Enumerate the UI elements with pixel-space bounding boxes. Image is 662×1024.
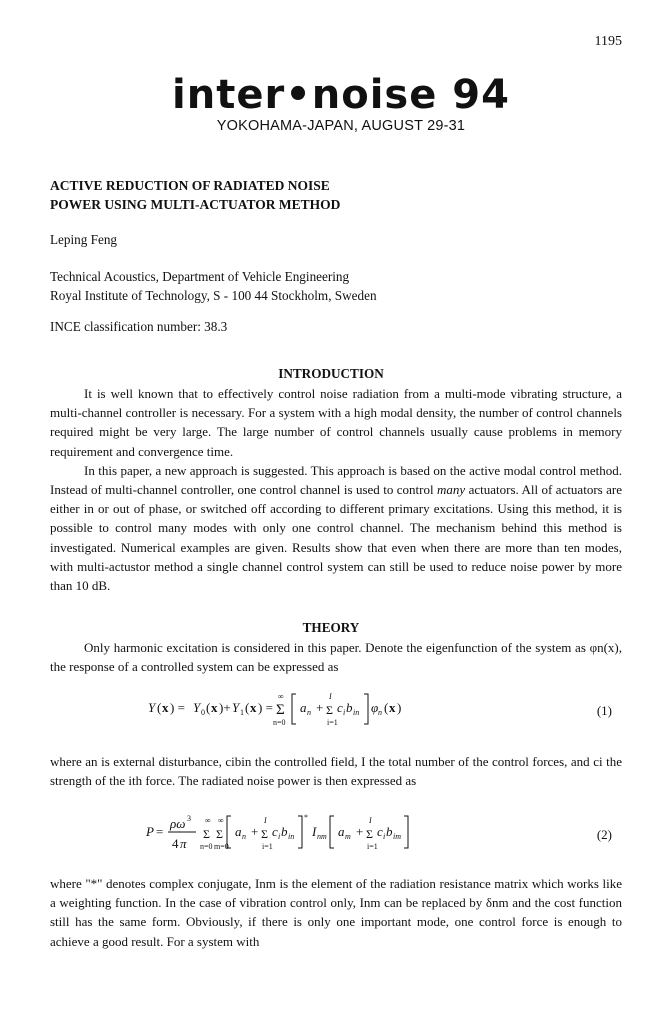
svg-text:+: + bbox=[251, 824, 259, 839]
svg-text:∞: ∞ bbox=[205, 816, 211, 825]
svg-text:φ: φ bbox=[371, 700, 379, 715]
svg-text:i: i bbox=[278, 832, 281, 841]
affiliation-line-2: Royal Institute of Technology, S - 100 44 Stockholm, Sweden bbox=[50, 288, 377, 303]
svg-text:(: ( bbox=[384, 700, 389, 715]
svg-text:(: ( bbox=[245, 700, 250, 715]
svg-text:Σ: Σ bbox=[216, 827, 223, 841]
equation-2 bbox=[50, 806, 622, 856]
emphasis-many: many bbox=[437, 482, 466, 498]
theory-paragraph-1 bbox=[50, 638, 622, 676]
theory-paragraph-2-text: where an is external disturbance, cibin the controlled field, I the total number of the control forces, and ci the strength of the ith force. The radiated noise power is then expressed as bbox=[50, 754, 622, 789]
theory-heading: THEORY bbox=[302, 620, 360, 635]
equation-1 bbox=[50, 682, 622, 732]
svg-text:a: a bbox=[338, 824, 345, 839]
svg-text:(: ( bbox=[206, 700, 211, 715]
introduction-paragraph-2-end: actuators. All of actuators are either in or out of phase, or switched off according to different primary excitations. Using this method, it is possible to control many modes with only one control channel. The mechanism behind this method is investigated. Numerical examples are given. Results show that even when there are more than ten modes, with multi-actustor method a single channel control system can still be used to reduce noise power by more than 10 dB. bbox=[50, 482, 623, 594]
author: Leping Feng bbox=[50, 232, 118, 247]
svg-text:in: in bbox=[353, 708, 360, 717]
theory-paragraph-1-text: Only harmonic excitation is considered in this paper. Denote the eigenfunction of the system as φn(x), the response of a controlled system can be expressed as bbox=[50, 640, 622, 675]
svg-text:P: P bbox=[146, 824, 154, 839]
svg-text:m: m bbox=[345, 832, 351, 841]
svg-text:i=1: i=1 bbox=[327, 718, 338, 727]
svg-text:m=0: m=0 bbox=[214, 842, 229, 851]
svg-text:∞: ∞ bbox=[218, 816, 224, 825]
svg-text:c: c bbox=[272, 824, 278, 839]
svg-text:b: b bbox=[346, 700, 353, 715]
svg-text:I: I bbox=[369, 816, 372, 825]
svg-text:Σ: Σ bbox=[203, 827, 210, 841]
equation-2-label: (2) bbox=[596, 827, 612, 842]
paper-title-line-1: ACTIVE REDUCTION OF RADIATED NOISE bbox=[50, 178, 330, 193]
svg-text:x: x bbox=[250, 700, 257, 715]
svg-text:Y: Y bbox=[148, 700, 156, 715]
conference-location-date: YOKOHAMA-JAPAN, AUGUST 29-31 bbox=[216, 118, 466, 134]
svg-text:(: ( bbox=[157, 700, 162, 715]
svg-text:Σ: Σ bbox=[366, 827, 373, 841]
svg-text:i: i bbox=[383, 832, 386, 841]
svg-text:1: 1 bbox=[240, 708, 244, 717]
equation-1-graphic bbox=[50, 682, 622, 732]
svg-text:): ) bbox=[397, 700, 402, 715]
svg-text:=: = bbox=[156, 824, 164, 839]
svg-text:Y: Y bbox=[193, 700, 201, 715]
svg-text:a: a bbox=[300, 700, 307, 715]
svg-text:i=1: i=1 bbox=[367, 842, 378, 851]
svg-text:4: 4 bbox=[172, 836, 179, 851]
affiliation-line-1: Technical Acoustics, Department of Vehicle Engineering bbox=[50, 269, 350, 284]
svg-text:I: I bbox=[329, 692, 332, 701]
svg-text:i=1: i=1 bbox=[262, 842, 273, 851]
svg-text:x: x bbox=[389, 700, 396, 715]
svg-text:Σ: Σ bbox=[276, 702, 285, 718]
theory-paragraph-3-text: where "*" denotes complex conjugate, Inm is the element of the radiation resistance matrix which works like a weighting function. In the case of vibration control only, Inm can be replaced by δnm and the cost function still has the same form. Obviously, if there is only one important mode, one control force is enough to achieve a good result. For a system with bbox=[50, 876, 622, 949]
paper-title-line-2: POWER USING MULTI-ACTUATOR METHOD bbox=[50, 197, 341, 212]
ince-classification: INCE classification number: 38.3 bbox=[50, 319, 228, 334]
svg-text:*: * bbox=[304, 813, 308, 822]
equation-2-graphic bbox=[50, 806, 622, 856]
svg-text:n: n bbox=[378, 708, 382, 717]
svg-text:π: π bbox=[180, 836, 187, 851]
theory-paragraph-3 bbox=[50, 874, 622, 951]
introduction-body bbox=[50, 384, 622, 595]
svg-text:Σ: Σ bbox=[326, 703, 333, 717]
svg-text:x: x bbox=[211, 700, 218, 715]
svg-text:Y: Y bbox=[232, 700, 240, 715]
conference-logo: inter•noise 94 bbox=[172, 72, 510, 118]
affiliation bbox=[50, 267, 377, 305]
svg-text:) =: ) = bbox=[170, 700, 185, 715]
svg-text:0: 0 bbox=[201, 708, 205, 717]
svg-text:Σ: Σ bbox=[261, 827, 268, 841]
svg-text:+: + bbox=[316, 700, 324, 715]
svg-text:in: in bbox=[288, 832, 295, 841]
svg-text:n: n bbox=[242, 832, 246, 841]
svg-text:b: b bbox=[386, 824, 393, 839]
svg-text:I: I bbox=[312, 824, 317, 839]
svg-text:c: c bbox=[337, 700, 343, 715]
paper-title bbox=[50, 176, 340, 214]
svg-text:x: x bbox=[162, 700, 169, 715]
svg-text:n=0: n=0 bbox=[273, 718, 286, 727]
svg-text:3: 3 bbox=[187, 814, 191, 823]
introduction-paragraph-2 bbox=[50, 461, 622, 595]
page-number: 1195 bbox=[594, 34, 622, 49]
svg-text:nm: nm bbox=[317, 832, 327, 841]
svg-text:b: b bbox=[281, 824, 288, 839]
svg-text:n: n bbox=[307, 708, 311, 717]
introduction-paragraph-2-start: In this paper, a new approach is suggested. This approach is based on the active modal control method. Instead of multi-channel controller, one control channel is used to control bbox=[50, 462, 622, 498]
svg-text:a: a bbox=[235, 824, 242, 839]
svg-text:) =: ) = bbox=[258, 700, 273, 715]
introduction-paragraph-1: It is well known that to effectively control noise radiation from a multi-mode vibrating structure, a multi-channel controller is necessary. For a system with a high modal density, the number of control channels required might be very large. The large number of control channels usually cause problems in memory requirement and convergence time. bbox=[50, 386, 622, 459]
svg-text:)+: )+ bbox=[219, 700, 231, 715]
svg-text:c: c bbox=[377, 824, 383, 839]
svg-text:I: I bbox=[264, 816, 267, 825]
svg-text:+: + bbox=[356, 824, 364, 839]
introduction-heading: INTRODUCTION bbox=[278, 366, 384, 381]
theory-paragraph-2 bbox=[50, 752, 622, 790]
svg-text:im: im bbox=[393, 832, 401, 841]
equation-1-label: (1) bbox=[596, 703, 612, 718]
svg-text:i: i bbox=[343, 708, 346, 717]
svg-text:n=0: n=0 bbox=[200, 842, 213, 851]
svg-text:ρω: ρω bbox=[170, 816, 186, 831]
svg-text:∞: ∞ bbox=[278, 692, 284, 701]
